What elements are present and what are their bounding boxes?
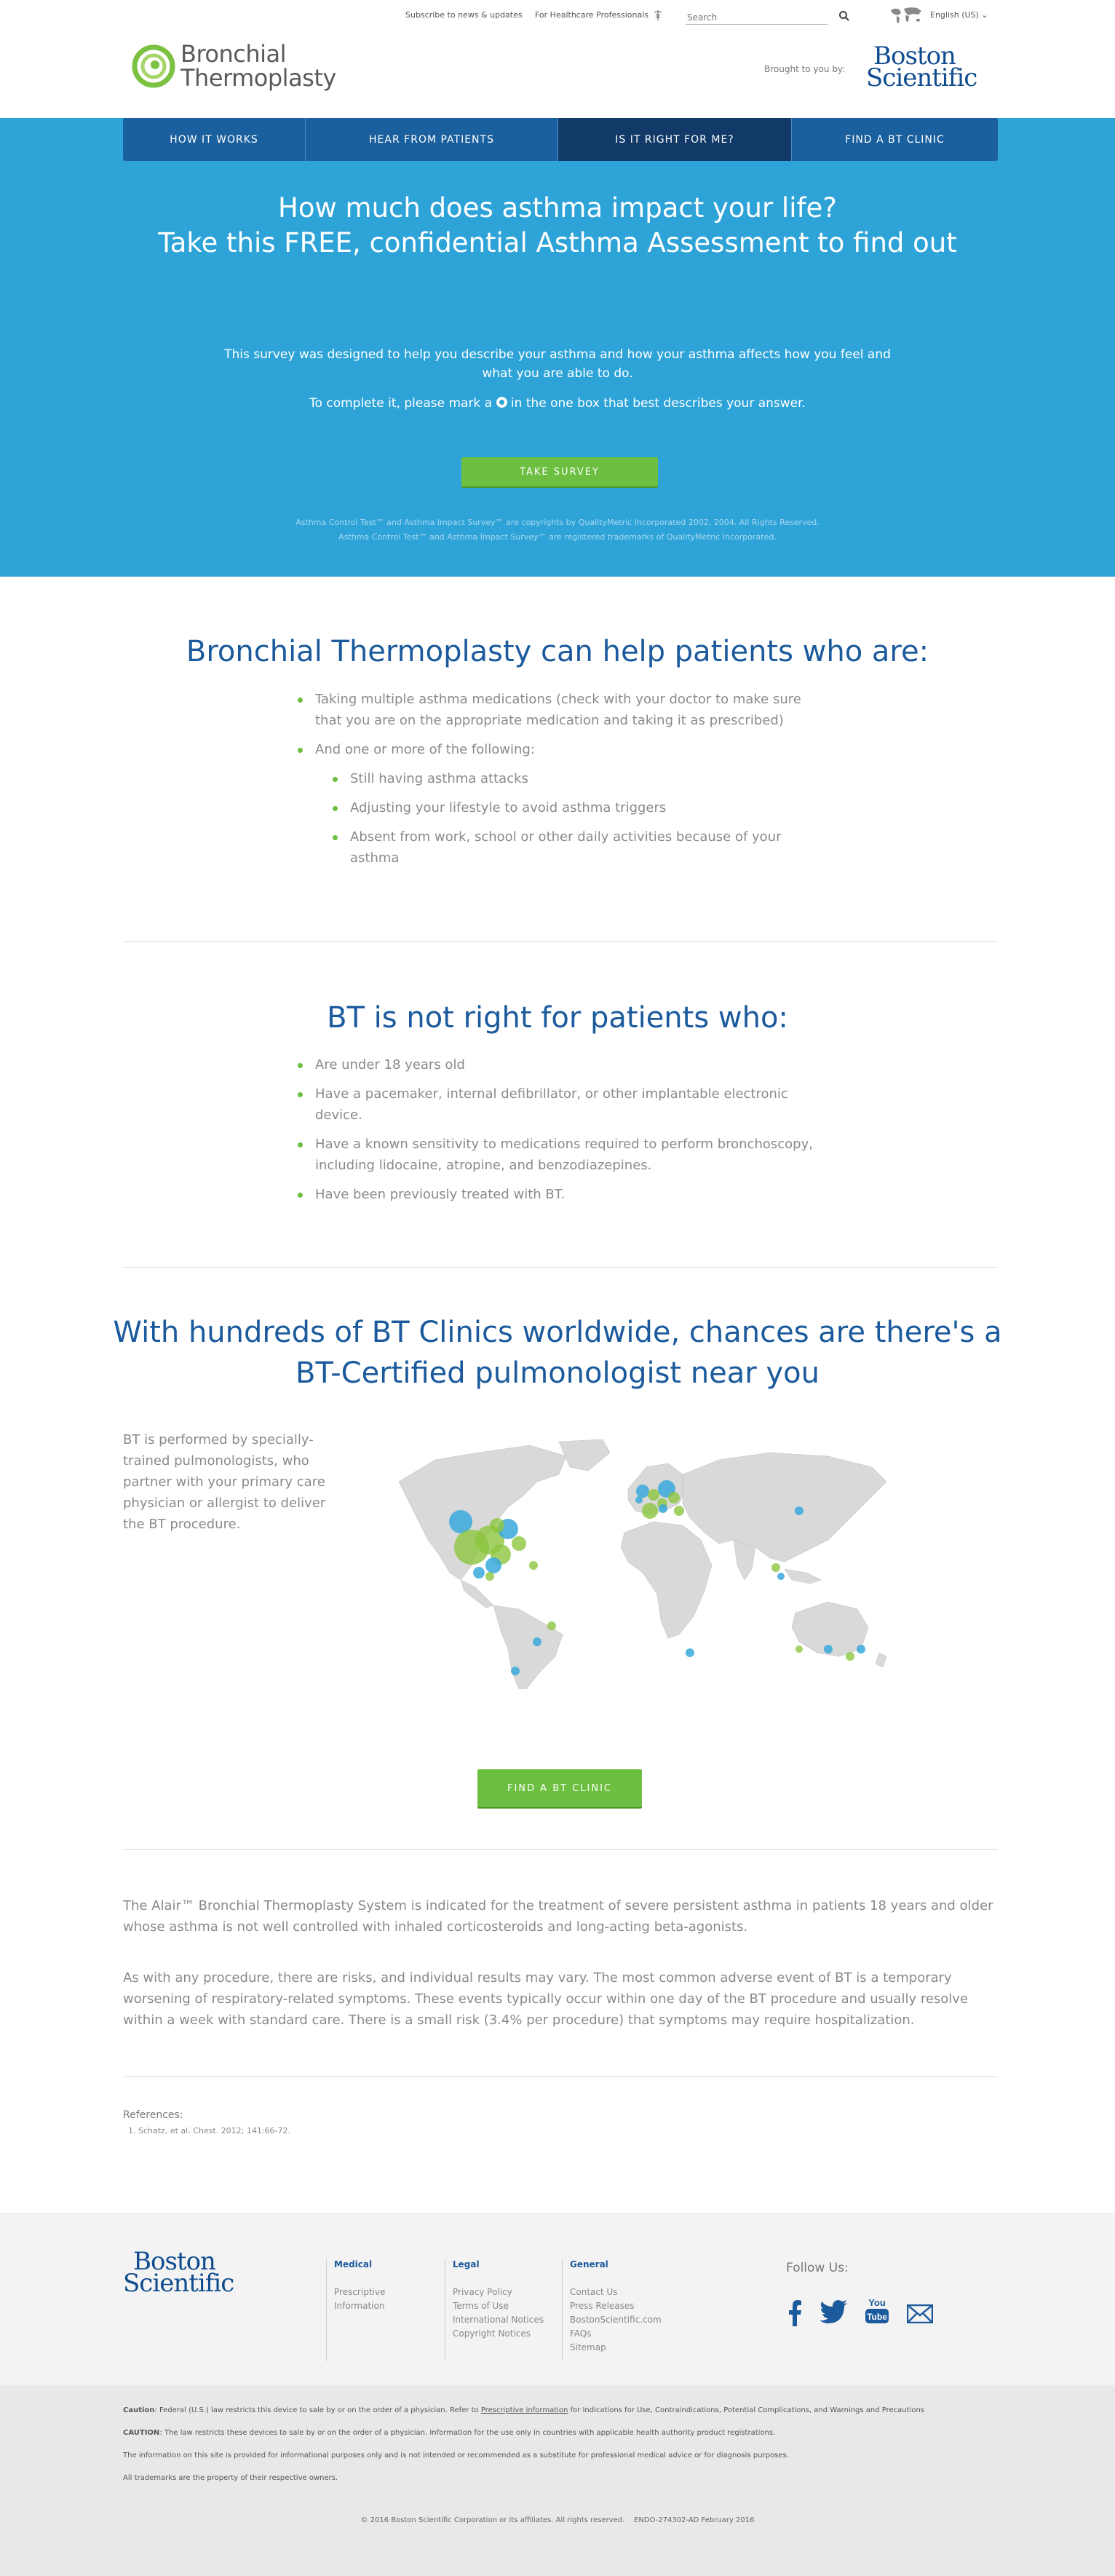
clinics-title [0,1312,1115,1394]
follow-us-label: Follow Us: [786,2261,849,2275]
footer-link-information[interactable]: Information [334,2301,385,2311]
youtube-icon[interactable] [865,2296,889,2325]
nav-hear-from-patients[interactable]: HEAR FROM PATIENTS [306,118,558,161]
bt-logo-line1: Bronchial [180,40,287,68]
prescriptive-info-link[interactable]: Prescriptive information [480,2406,568,2414]
clinic-marker [686,1648,694,1657]
help-item-one-or-more: And one or more of the following: [298,739,822,760]
indication-text: The Alair™ Bronchial Thermoplasty System is indicated for the treatment of severe persistent asthma in patients 18 years and older whose asthma is not well controlled with inhaled corticosteroids and long-acting beta-agonists. [123,1898,993,1935]
clinic-marker [473,1567,485,1579]
svg-text:You: You [868,2297,886,2308]
find-bt-clinic-button[interactable]: FIND A BT CLINIC [477,1769,642,1807]
not-right-item-sensitivity: Have a known sensitivity to medications required to perform bronchoscopy, including lidocaine, atropine, and benzodiazepines. [298,1134,836,1176]
search-icon[interactable] [838,10,850,22]
clinic-marker [846,1652,854,1661]
risk-text: As with any procedure, there are risks, and individual results may vary. The most common adverse event of BT is a temporary worsening of respiratory-related symptoms. These events typically occur within one day of the BT procedure and usually resolve within a week with standard care. There is a small risk (3.4% per procedure) that symptoms may require hospitalization. [123,1970,969,2028]
boston-scientific-logo[interactable] [866,42,977,92]
language-label: English (US) [930,10,979,20]
caution-federal [123,2406,996,2414]
footer-col-title: General [570,2259,608,2269]
caution-text-2: for Indications for Use, Contraindications, Potential Complications, and Warnings and Precautions [570,2406,925,2414]
hcp-link-label: For Healthcare Professionals [535,10,648,20]
clinic-marker [485,1557,501,1573]
bsc-logo-line1: Boston [873,42,956,71]
footer-link-contact[interactable]: Contact Us [570,2287,618,2297]
help-list [298,689,822,768]
clinic-marker [533,1637,541,1646]
clinic-marker [857,1645,865,1654]
help-sublist [333,768,822,877]
clinic-marker [485,1572,494,1581]
help-subitem-attacks: Still having asthma attacks [333,768,822,789]
bt-logo-text [180,42,336,90]
bt-logo-line2: Thermoplasty [180,64,336,92]
survey-copyright-line2: Asthma Control Test™ and Asthma Impact Survey™ are registered trademarks of QualityMetric Incorporated. [338,532,777,542]
email-icon[interactable] [907,2304,933,2323]
clinics-text: BT is performed by specially-trained pulmonologists, who partner with your primary care physician or allergist to deliver the BT procedure. [123,1432,326,1532]
clinic-marker [659,1504,667,1513]
site-header [0,36,1115,118]
not-right-list [298,1054,836,1213]
clinic-marker [795,1506,803,1515]
footer-link-international[interactable]: International Notices [453,2315,544,2325]
clinic-marker [668,1492,680,1504]
reference-item: 1. Schatz, et al. Chest. 2012; 141:66-72. [128,2126,290,2136]
trademarks-notice: All trademarks are the property of their respective owners. [123,2474,338,2482]
footer-link-prescriptive[interactable]: Prescriptive [334,2287,386,2297]
help-subitem-absent: Absent from work, school or other daily activities because of your asthma [333,826,822,869]
nav-is-it-right-for-me[interactable]: IS IT RIGHT FOR ME? [558,118,792,161]
clinic-marker [795,1645,803,1653]
footer-link-privacy[interactable]: Privacy Policy [453,2287,512,2297]
nav-find-a-bt-clinic[interactable]: FIND A BT CLINIC [845,133,945,146]
radio-icon [496,397,507,408]
info-disclaimer: The information on this site is provided for informational purposes only and is not intended or recommended as a substitute for professional medical advice or for diagnosis purposes. [123,2451,789,2460]
bt-logo-mark [131,44,176,89]
chevron-down-icon: ⌄ [981,10,988,20]
legal-section [0,2385,1115,2576]
help-subitem-lifestyle: Adjusting your lifestyle to avoid asthma triggers [333,797,822,818]
copyright-line [0,2516,1115,2524]
world-map-icon [889,6,923,25]
divider [123,1267,998,1268]
caduceus-icon [654,10,662,20]
clinic-marker [547,1621,556,1630]
divider [123,941,998,942]
clinic-marker [512,1536,526,1551]
take-survey-button[interactable]: TAKE SURVEY [461,457,658,486]
not-right-item-device: Have a pacemaker, internal defibrillator, or other implantable electronic device. [298,1083,836,1126]
world-clinic-map [392,1438,908,1689]
clinic-marker [636,1485,649,1498]
footer-col-legal [445,2259,544,2361]
clinic-marker [824,1645,833,1654]
divider [123,1849,998,1850]
footer-link-faqs[interactable]: FAQs [570,2328,592,2339]
clinics-title-line2: BT-Certified pulmonologist near you [295,1356,820,1390]
footer-bsc-logo[interactable] [123,2247,234,2298]
hero-title-line1: How much does asthma impact your life? [278,192,837,224]
utility-bar [0,0,1115,36]
survey-copyright [0,515,1115,545]
footer-logo-line2: Scientific [123,2269,234,2298]
hero-title [0,191,1115,261]
clinic-marker [490,1518,504,1533]
clinic-marker [449,1510,472,1533]
survey-copyright-line1: Asthma Control Test™ and Asthma Impact Survey™ are copyrights by QualityMetric Incorporated 2002, 2004. All Rights Reserved. [295,518,820,527]
search-input[interactable] [686,7,828,25]
footer-logo-line1: Boston [133,2247,215,2276]
bsc-logo-line2: Scientific [866,63,977,92]
caution-law-text: : The law restricts these devices to sale by or on the order of a physician. Information for the use only in countries with applicable health authority product registrations. [159,2429,776,2437]
not-right-title: BT is not right for patients who: [327,1001,788,1035]
survey-instruction [0,396,1115,411]
footer-link-bsc[interactable]: BostonScientific.com [570,2315,662,2325]
copyright-text: © 2016 Boston Scientific Corporation or its affiliates. All rights reserved. [360,2516,625,2524]
hcp-link[interactable] [535,10,662,20]
clinics-title-line1: With hundreds of BT Clinics worldwide, chances are there's a [113,1316,1002,1349]
clinic-marker [529,1561,538,1570]
footer-link-terms[interactable]: Terms of Use [453,2301,509,2311]
nav-how-it-works[interactable]: HOW IT WORKS [123,118,306,161]
hero-title-line2: Take this FREE, confidential Asthma Assessment to find out [158,227,957,258]
help-item-medications: Taking multiple asthma medications (check with your doctor to make sure that you are on the appropriate medication and taking it as prescribed) [298,689,822,731]
caution-label: Caution [123,2406,155,2414]
twitter-icon[interactable] [820,2300,847,2323]
survey-description: This survey was designed to help you describe your asthma and how your asthma affects how you feel and what you are able to do. [224,347,891,381]
site-footer [0,2213,1115,2385]
clinic-marker [635,1496,643,1504]
footer-link-press[interactable]: Press Releases [570,2301,635,2311]
language-selector[interactable] [930,10,988,20]
subscribe-link[interactable]: Subscribe to news & updates [405,10,523,20]
footer-link-copyright[interactable]: Copyright Notices [453,2328,531,2339]
clinic-marker [511,1667,520,1675]
footer-col-general [562,2259,662,2361]
brought-by-label: Brought to you by: [764,64,846,74]
clinic-marker [642,1503,658,1519]
facebook-icon[interactable] [786,2300,803,2326]
document-code: ENDO-274302-AD February 2016 [634,2516,755,2524]
not-right-item-previous: Have been previously treated with BT. [298,1184,836,1205]
footer-col-medical [326,2259,385,2361]
main-nav [123,118,998,161]
clinic-marker [674,1506,684,1516]
not-right-item-age: Are under 18 years old [298,1054,836,1075]
help-section-title: Bronchial Thermoplasty can help patients who are: [186,635,929,668]
instruction-before: To complete it, please mark a [309,396,493,411]
clinic-marker [648,1489,659,1501]
caution-text-1: : Federal (U.S.) law restricts this device to sale by or on the order of a physician. Refer to [154,2406,479,2414]
footer-col-title: Medical [334,2259,373,2269]
bt-logo[interactable] [131,42,336,90]
caution-label: CAUTION [123,2429,160,2437]
caution-law [123,2429,996,2437]
clinic-marker [771,1563,780,1572]
footer-link-sitemap[interactable]: Sitemap [570,2342,606,2352]
footer-col-title: Legal [453,2259,480,2269]
clinic-marker [777,1573,785,1580]
references-title: References: [123,2109,183,2121]
instruction-after: in the one box that best describes your answer. [510,396,806,411]
svg-text:Tube: Tube [867,2312,887,2322]
